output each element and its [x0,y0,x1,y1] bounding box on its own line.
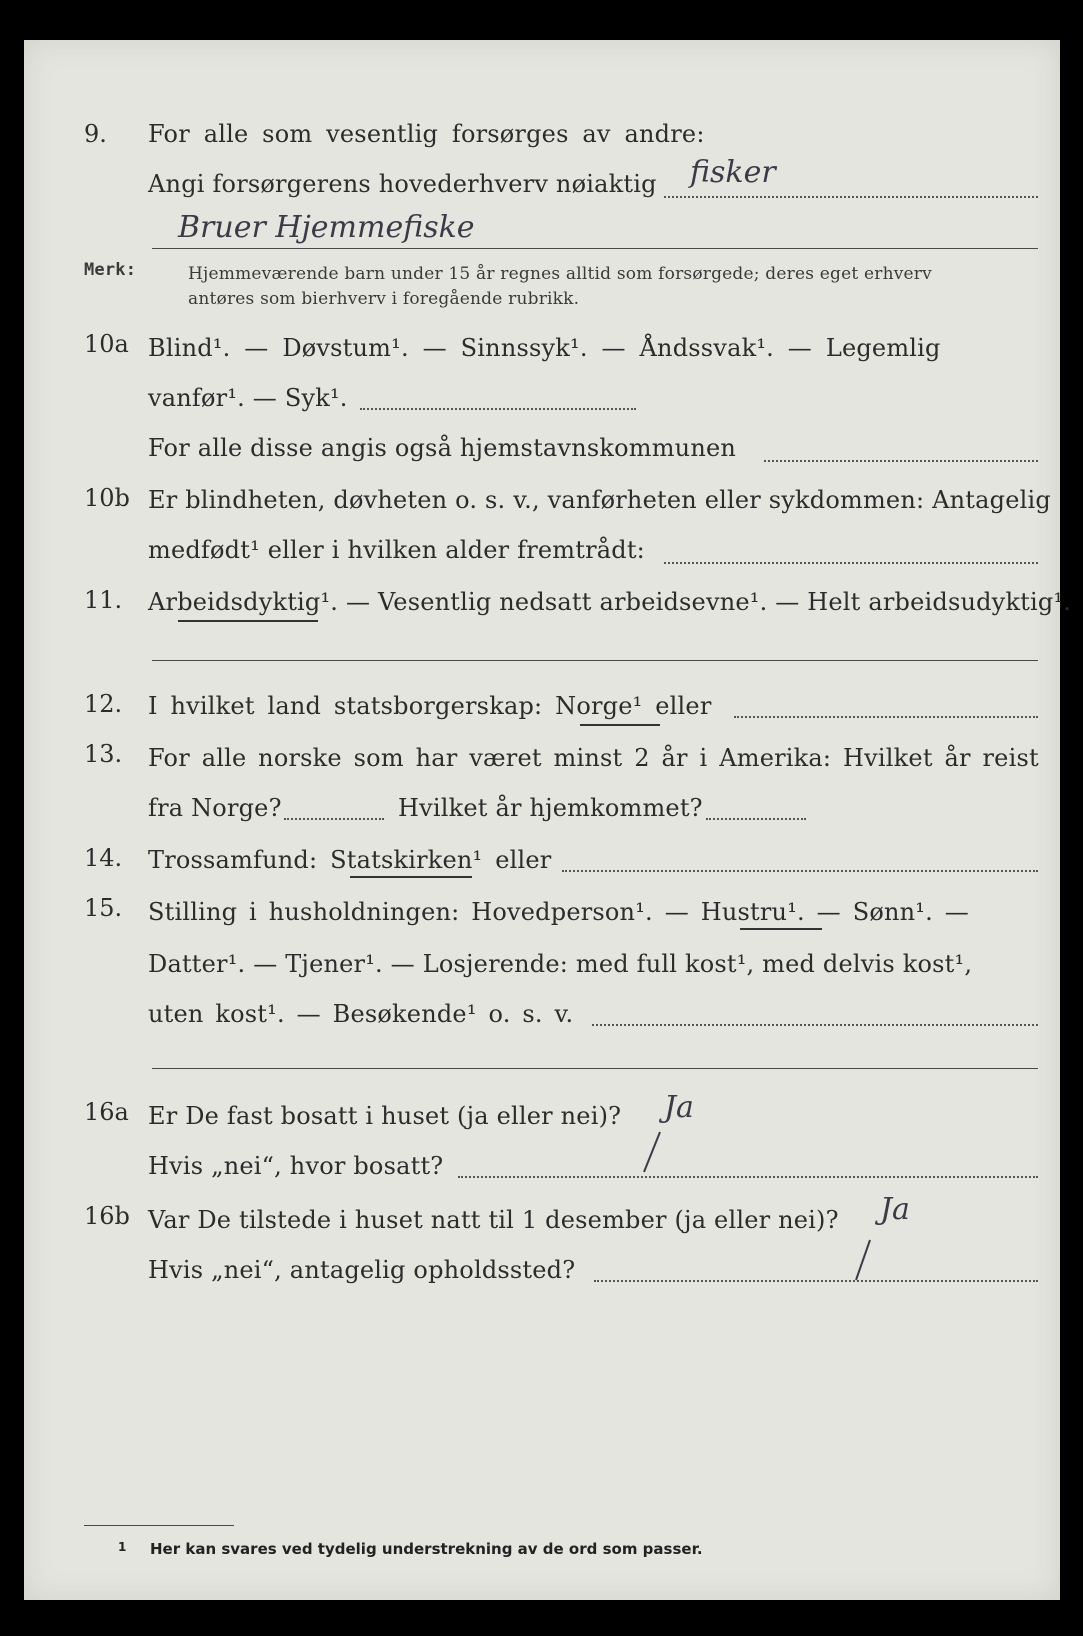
q11-answer-line [152,660,1038,661]
q15-dotted-line [592,1024,1038,1026]
q10a-dotted-line1 [360,408,636,410]
q16a-handwritten-answer: Ja [664,1090,694,1125]
q11-number: 11. [84,586,123,614]
q9-answer-line [152,248,1038,249]
q16b-dotted-line [594,1280,1038,1282]
q16a-line2: Hvis „nei“, hvor bosatt? [148,1152,444,1180]
q14-dotted-line [562,870,1038,872]
merk-line2: antøres som bierhverv i foregående rubrikk. [188,289,580,309]
q10b-number: 10b [84,484,130,512]
footnote-rule [84,1525,234,1526]
q9-line1: For alle som vesentlig forsørges av andre: [148,120,705,148]
q10a-line3: For alle disse angis også hjemstavnskommunen [148,434,737,462]
q10a-dotted-line2 [764,460,1038,462]
q16a-dotted-line [458,1176,1038,1178]
footnote-text: Her kan svares ved tydelig understrekning av de ord som passer. [150,1540,703,1558]
q16a-number: 16a [84,1098,129,1126]
q9-number: 9. [84,120,107,148]
q12-dotted-line [734,716,1038,718]
q13-dotted-line1 [284,818,384,820]
q16b-handwritten-answer: Ja [880,1192,910,1227]
merk-label: Merk: [84,260,137,280]
q9-line2: Angi forsørgerens hovederhverv nøiaktig [148,170,657,198]
q15-line2: Datter¹. — Tjener¹. — Losjerende: med full kost¹, med delvis kost¹, [148,950,973,978]
q10a-line2: vanfør¹. — Syk¹. [148,384,348,412]
q13-dotted-line2 [706,818,806,820]
q10a-number: 10a [84,330,129,358]
q10a-line1: Blind¹. — Døvstum¹. — Sinnssyk¹. — Åndssvak¹. — Legemlig [148,334,941,362]
q13-line2b: Hvilket år hjemkommet? [398,794,703,822]
q16b-stroke-mark [848,1236,878,1284]
q14-number: 14. [84,844,123,872]
q10b-line1: Er blindheten, døvheten o. s. v., vanførheten eller sykdommen: Antagelig [148,486,1051,514]
q16a-line1: Er De fast bosatt i huset (ja eller nei)? [148,1102,622,1130]
q14-line1: Trossamfund: Statskirken¹ eller [148,846,552,874]
q9-handwritten-answer1: fisker [690,155,776,190]
q16a-stroke-mark [636,1128,666,1176]
q12-underline-mark [580,724,660,726]
q12-number: 12. [84,690,123,718]
q11-line1: Arbeidsdyktig¹. — Vesentlig nedsatt arbeidsevne¹. — Helt arbeidsudyktig¹. [148,588,1072,616]
q16b-line1: Var De tilstede i huset natt til 1 desember (ja eller nei)? [148,1206,839,1234]
q9-dotted-line [664,196,1038,198]
q12-line1: I hvilket land statsborgerskap: Norge¹ eller [148,692,712,720]
q14-underline-mark [350,876,472,878]
q9-handwritten-answer2: Bruer Hjemmefiske [178,210,475,245]
q15-number: 15. [84,894,123,922]
footnote-mark: 1 [118,1540,127,1554]
q16b-number: 16b [84,1202,130,1230]
q11-underline-mark [178,620,318,622]
q15-line3: uten kost¹. — Besøkende¹ o. s. v. [148,1000,574,1028]
q15-line1: Stilling i husholdningen: Hovedperson¹. — Hustru¹. — Sønn¹. — [148,898,969,926]
q13-line1: For alle norske som har været minst 2 år i Amerika: Hvilket år reist [148,744,1039,772]
q13-line2a: fra Norge? [148,794,282,822]
q13-number: 13. [84,740,123,768]
q10b-dotted-line [664,562,1038,564]
q10b-line2: medfødt¹ eller i hvilken alder fremtrådt: [148,536,645,564]
q15-underline-mark [740,928,822,930]
merk-line1: Hjemmeværende barn under 15 år regnes alltid som forsørgede; deres eget erhverv [188,264,932,284]
q15-answer-line [152,1068,1038,1069]
q16b-line2: Hvis „nei“, antagelig opholdssted? [148,1256,576,1284]
